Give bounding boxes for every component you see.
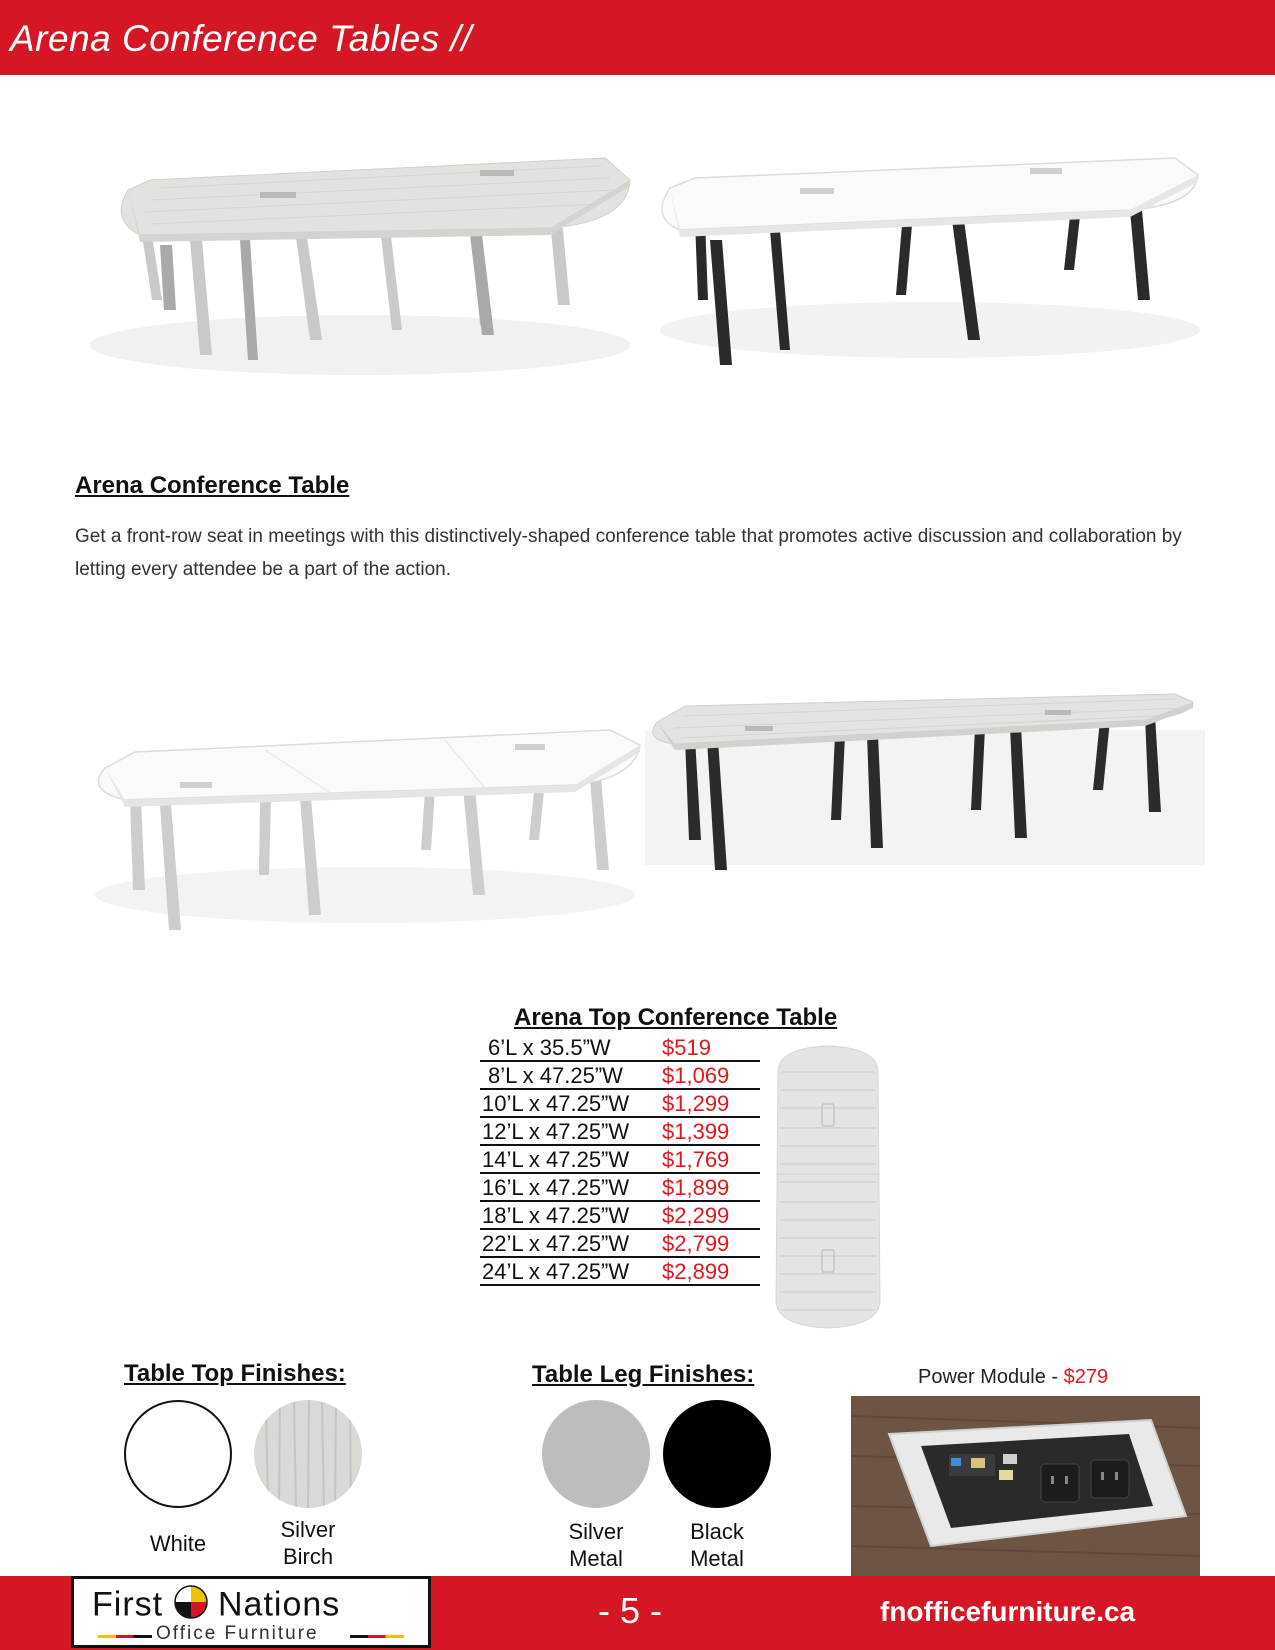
price-size: 16’L x 47.25”W [482,1175,630,1200]
swatch-black-metal [663,1400,771,1508]
pricing-table [480,1034,760,1286]
swatch-white [124,1400,232,1508]
price-value: $519 [662,1035,711,1060]
page-number: - 5 - [598,1590,663,1631]
price-value: $1,399 [662,1119,730,1144]
price-size: 22’L x 47.25”W [482,1231,630,1256]
price-size: 24’L x 47.25”W [482,1259,630,1284]
price-row [480,1118,760,1146]
price-row [480,1034,760,1062]
power-module-name: Power Module - [918,1366,1059,1388]
price-row [480,1062,760,1090]
leg-finishes-title: Table Leg Finishes: [532,1361,755,1388]
price-size: 14’L x 47.25”W [482,1147,630,1172]
swatch-label-white [108,1530,248,1557]
swatch-silver-birch [254,1400,362,1508]
price-row [480,1146,760,1174]
price-value: $1,769 [662,1147,730,1172]
price-row [480,1258,760,1286]
company-logo [71,1576,431,1648]
power-module-price: $279 [1063,1366,1109,1388]
swatch-label-line: Silver [280,1517,336,1542]
swatch-label-line: White [149,1531,207,1556]
price-size: 6’L x 35.5”W [488,1035,611,1060]
header-title: Arena Conference Tables // [10,18,473,59]
power-module-photo [851,1396,1200,1576]
swatch-label-line: Metal [690,1546,744,1571]
price-value: $1,299 [662,1091,730,1116]
swatch-label-line: Metal [569,1546,623,1571]
top-finishes-title: Table Top Finishes: [124,1360,346,1387]
price-size: 8’L x 47.25”W [488,1063,623,1088]
table-photo-white-silver [85,720,645,940]
product-description: Get a front-row seat in meetings with this distinctively-shaped conference table that promotes active discussion and collaboration by letting every attendee be a part of the action. [75,526,1182,580]
swatch-label-line: Silver [568,1519,624,1544]
price-size: 18’L x 47.25”W [482,1203,630,1228]
price-value: $1,069 [662,1063,730,1088]
price-size: 12’L x 47.25”W [482,1119,630,1144]
table-top-view [772,1042,884,1332]
swatch-label-line: Black [690,1519,744,1544]
logo-stripe-right [350,1635,404,1638]
swatch-silver-metal [542,1400,650,1508]
table-photo-white-black [650,140,1210,380]
price-value: $2,899 [662,1259,730,1284]
logo-stripe-left [98,1635,152,1638]
price-row [480,1230,760,1258]
swatch-label-silver-metal [526,1518,666,1572]
swatch-label-silver-birch [238,1516,378,1570]
power-module-label [918,1366,1108,1389]
price-row [480,1174,760,1202]
price-row [480,1090,760,1118]
product-title: Arena Conference Table [75,472,350,499]
price-size: 10’L x 47.25”W [482,1091,630,1116]
table-photo-birch-black-long [645,690,1205,880]
website-url[interactable]: fnofficefurniture.ca [880,1596,1136,1627]
swatch-label-line: Birch [282,1544,334,1569]
logo-wordmark [92,1585,340,1628]
logo-subtitle: Office Furniture [156,1623,319,1644]
price-value: $1,899 [662,1175,730,1200]
table-photo-birch-silver [80,140,640,390]
swatch-label-black-metal [647,1518,787,1572]
logo-nations: Nations [218,1585,341,1624]
price-value: $2,299 [662,1203,730,1228]
price-value: $2,799 [662,1231,730,1256]
medicine-wheel-icon [174,1585,208,1628]
page-header [0,0,1275,75]
pricing-title: Arena Top Conference Table [514,1004,838,1031]
logo-first: First [92,1585,164,1624]
price-row [480,1202,760,1230]
